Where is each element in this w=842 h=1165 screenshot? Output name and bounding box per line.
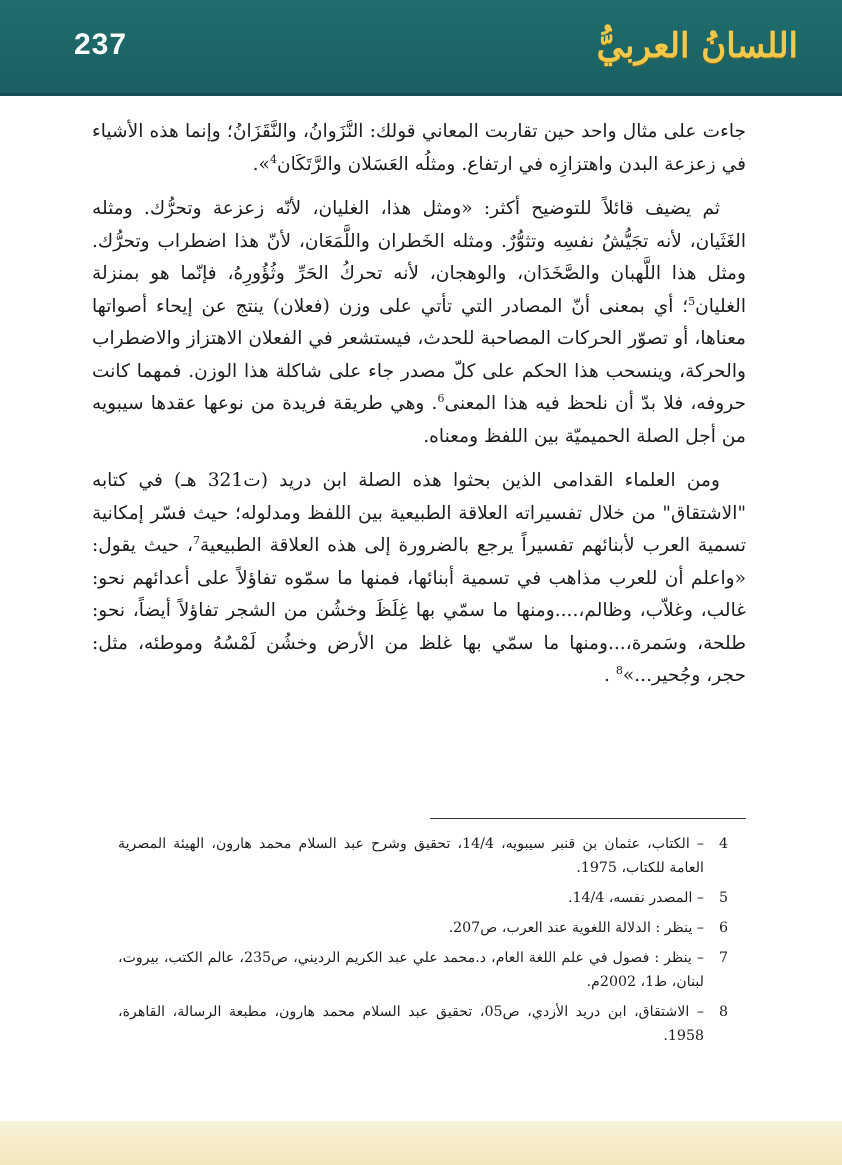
page-number: 237 bbox=[74, 28, 128, 61]
footnote-text: – الكتاب، عثمان بن قنبر سيبويه، 14/4، تحقيق وشرح عبد السلام محمد هارون، الهيئة المصرية العامة للكتاب، 1975. bbox=[118, 836, 704, 876]
footnote-ref-6[interactable]: 6 bbox=[437, 391, 445, 405]
footnote-7 bbox=[118, 946, 728, 994]
footnote-ref-5[interactable]: 5 bbox=[688, 294, 696, 308]
journal-logo: اللسانُ العربيُّ bbox=[596, 26, 798, 66]
footnote-text: – ينظر : فصول في علم اللغة العام، د.محمد علي عبد الكريم الرديني، ص235، عالم الكتب، بيروت، لبنان، ط1، 2002م. bbox=[118, 950, 704, 990]
footnote-8 bbox=[118, 1000, 728, 1048]
paragraph-3: ومن العلماء القدامى الذين بحثوا هذه الصلة ابن دريد (ت321 هـ) في كتابه "الاشتقاق" من خلال تفسيراته العلاقة الطبيعية بين اللفظ ومدلوله؛ حيث فسّر إمكانية تسمية العرب لأبنائهم تفسيراً يرجع بالضرورة إلى هذه العلاقة الطبيعية$^7$، حيث يقول: «واعلم أن للعرب مذاهب في تسمية أبنائها، فمنها ما سمّوه تفاؤلاً على أعدائهم نحو: غالب، وغلاّب، وظالم،....ومنها ما سمّي بها غِلَظَ وخشُن من الشجر تفاؤلاً أيضاً، نحو: طلحة، وسَمرة،...ومنها ما سمّي بها غلظ من الأرض وخشُن لَمْسُهُ وموطئه، مثل: حجر، وجُحير...»$^8$ . bbox=[92, 470, 746, 686]
footnote-number: 4 bbox=[718, 836, 728, 852]
page-footer-strip bbox=[0, 1121, 842, 1165]
article-body bbox=[92, 116, 746, 693]
footnote-ref-4[interactable]: 4 bbox=[269, 152, 277, 166]
footnote-4 bbox=[118, 832, 728, 880]
paragraph-2: ثم يضيف قائلاً للتوضيح أكثر: «ومثل هذا، الغليان، لأنّه زعزعة وتحرُّك. ومثله الغَثَيان، لأنه تجَيُّشُ نفسِه وتثوُّرٌ. ومثله الخَطران واللَّمَعَان، لأنّ هذا اضطراب وتحرُّك. ومثل هذا اللَّهبان والصَّخَدَان، والوهجان، لأنه تحركُ الحَرِّ وثُؤُورِهُ، فإنّما هو بمنزلة الغليان$^5$؛ أي بمعنى أنّ المصادر التي تأتي على وزن (فعلان) ينتج عن إيحاء أصواتها معناها، أو تصوّر الحركات المصاحبة للحدث، فيستشعر في الفعلان الاهتزاز والاضطراب والحركة، وينسحب هذا الحكم على كلّ مصدر جاء على شاكلة هذا الوزن. فمهما كانت حروفه، فلا بدّ أن نلحظ فيه هذا المعنى$^6$. وهي طريقة فريدة من نوعها عقدها سيبويه من أجل الصلة الحميميّة بين اللفظ ومعناه. bbox=[92, 198, 746, 447]
footnote-number: 5 bbox=[718, 890, 728, 906]
footnotes bbox=[118, 832, 728, 1054]
footnote-text: – المصدر نفسه، 14/4. bbox=[567, 890, 704, 906]
footnote-number: 7 bbox=[718, 950, 728, 966]
paragraph-1: جاءت على مثال واحد حين تقاربت المعاني قولك: النَّزَوانُ، والنَّقَزَانُ؛ وإنما هذه الأشياء في زعزعة البدن واهتزازِه في ارتفاع. ومثلُه العَسَلان والرَّتَكَان$^4$». bbox=[92, 121, 746, 175]
footnote-number: 6 bbox=[718, 920, 728, 936]
footnote-text: – ينظر : الدلالة اللغوية عند العرب، ص207. bbox=[448, 920, 704, 936]
page-header bbox=[0, 0, 842, 96]
footnote-text: – الاشتقاق، ابن دريد الأزدي، ص05، تحقيق عبد السلام محمد هارون، مطبعة الرسالة، القاهرة، 1958. bbox=[118, 1004, 704, 1044]
footnote-divider bbox=[430, 818, 746, 819]
footnote-5 bbox=[118, 886, 728, 910]
footnote-ref-7[interactable]: 7 bbox=[192, 533, 200, 547]
footnote-number: 8 bbox=[718, 1004, 728, 1020]
footnote-ref-8[interactable]: 8 bbox=[615, 663, 623, 677]
footnote-6 bbox=[118, 916, 728, 940]
